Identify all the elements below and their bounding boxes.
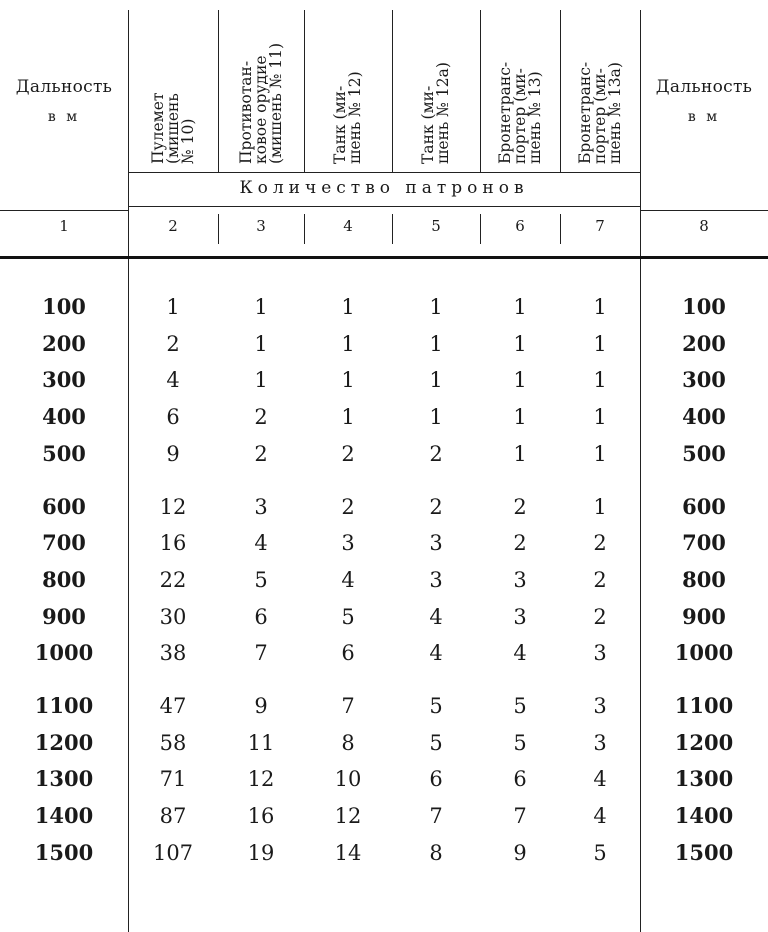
range-cell-left: 300 [42, 367, 86, 393]
range-cell-right: 900 [682, 603, 726, 629]
count-cell: 3 [593, 730, 607, 755]
header-divider [218, 10, 219, 172]
count-cell: 1 [254, 295, 268, 319]
count-cell: 2 [593, 604, 607, 629]
count-cell: 2 [254, 441, 268, 466]
count-cell: 1 [593, 295, 607, 319]
count-cell: 3 [429, 531, 443, 556]
count-cell: 87 [159, 804, 187, 829]
count-cell: 4 [166, 368, 180, 393]
count-cell: 16 [247, 804, 275, 829]
count-cell: 5 [513, 730, 527, 755]
range-cell-left: 900 [42, 603, 86, 629]
count-cell: 2 [429, 494, 443, 519]
count-cell: 4 [254, 531, 268, 556]
count-cell: 11 [247, 730, 275, 755]
count-cell: 1 [429, 295, 443, 319]
range-cell-right: 200 [682, 330, 726, 356]
count-cell: 3 [593, 641, 607, 666]
range-cell-left: 400 [42, 404, 86, 430]
range-cell-left: 600 [42, 493, 86, 519]
count-cell: 3 [513, 567, 527, 592]
count-cell: 1 [593, 405, 607, 430]
column-number-3: 3 [256, 217, 266, 235]
range-cell-right: 400 [682, 404, 726, 430]
range-header-left-unit: в м [47, 109, 81, 125]
target-header-label: Противотан- ковое орудие (мишень № 11) [236, 42, 285, 164]
count-cell: 9 [513, 840, 527, 865]
range-header-right-label: Дальность [655, 77, 753, 97]
count-cell: 1 [341, 295, 355, 319]
count-cell: 1 [166, 295, 180, 319]
count-cell: 1 [593, 368, 607, 393]
column-number-5: 5 [431, 217, 441, 235]
count-cell: 4 [429, 604, 443, 629]
count-cell: 3 [341, 531, 355, 556]
count-cell: 4 [341, 567, 355, 592]
count-cell: 5 [429, 694, 443, 718]
count-cell: 1 [593, 494, 607, 519]
range-cell-left: 1500 [34, 839, 94, 865]
count-cell: 1 [254, 331, 268, 356]
column-number-7: 7 [595, 217, 605, 235]
count-cell: 7 [254, 641, 268, 666]
count-cell: 1 [254, 368, 268, 393]
colnum-divider [480, 214, 481, 244]
header-divider [560, 10, 561, 172]
range-cell-left: 200 [42, 330, 86, 356]
target-header-3 [304, 8, 392, 168]
count-cell: 1 [513, 441, 527, 466]
count-cell: 3 [429, 567, 443, 592]
range-cell-right: 300 [682, 367, 726, 393]
range-cell-right: 1300 [674, 766, 734, 792]
target-header-label: Бронетранс- портер (ми- шень № 13а) [575, 61, 624, 164]
range-cell-right: 1400 [674, 803, 734, 829]
count-cell: 7 [429, 804, 443, 829]
count-cell: 1 [429, 405, 443, 430]
divider-left [128, 10, 129, 932]
count-cell: 8 [429, 840, 443, 865]
target-header-label: Танк (ми- шень № 12) [331, 71, 364, 164]
target-header-2 [218, 8, 304, 168]
target-header-6 [560, 8, 640, 168]
target-header-label: Танк (ми- шень № 12а) [419, 62, 452, 164]
range-cell-right: 800 [682, 566, 726, 592]
count-cell: 7 [513, 804, 527, 829]
column-number-8: 8 [699, 217, 709, 235]
range-cell-right: 600 [682, 493, 726, 519]
count-cell: 3 [513, 604, 527, 629]
range-cell-right: 1500 [674, 839, 734, 865]
range-cell-left: 800 [42, 566, 86, 592]
count-cell: 5 [341, 604, 355, 629]
count-cell: 2 [341, 441, 355, 466]
count-cell: 1 [341, 368, 355, 393]
target-header-label: Пулемет (мишень № 10) [148, 92, 197, 164]
colnum-divider [392, 214, 393, 244]
range-cell-right: 100 [682, 294, 726, 319]
count-cell: 2 [341, 494, 355, 519]
count-cell: 9 [166, 441, 180, 466]
column-number-4: 4 [343, 217, 353, 235]
column-number-2: 2 [168, 217, 178, 235]
column-number-1: 1 [59, 217, 69, 235]
count-cell: 9 [254, 694, 268, 718]
count-cell: 5 [254, 567, 268, 592]
span-header-top-rule [128, 172, 640, 173]
count-cell: 2 [513, 494, 527, 519]
count-cell: 5 [429, 730, 443, 755]
count-cell: 6 [254, 604, 268, 629]
divider-right [640, 10, 641, 932]
count-cell: 6 [341, 641, 355, 666]
target-header-label: Бронетранс- портер (ми- шень № 13) [495, 61, 544, 164]
count-cell: 107 [152, 840, 194, 865]
count-cell: 1 [513, 368, 527, 393]
count-cell: 5 [593, 840, 607, 865]
count-cell: 1 [429, 331, 443, 356]
range-header-right-unit: в м [687, 109, 721, 125]
range-header-right [640, 72, 768, 132]
range-cell-left: 1400 [34, 803, 94, 829]
count-cell: 1 [341, 331, 355, 356]
count-cell: 58 [159, 730, 187, 755]
count-cell: 1 [593, 331, 607, 356]
count-cell: 8 [341, 730, 355, 755]
count-cell: 2 [254, 405, 268, 430]
count-cell: 71 [159, 767, 187, 792]
count-cell: 6 [513, 767, 527, 792]
colnum-divider [218, 214, 219, 244]
count-cell: 22 [159, 567, 187, 592]
count-cell: 4 [429, 641, 443, 666]
range-cell-left: 100 [42, 294, 86, 319]
count-cell: 3 [254, 494, 268, 519]
count-cell: 38 [159, 641, 187, 666]
count-cell: 47 [159, 694, 187, 718]
range-cell-left: 1200 [34, 729, 94, 755]
range-cell-right: 500 [682, 440, 726, 466]
count-cell: 4 [593, 804, 607, 829]
body-top-rule [0, 256, 768, 259]
count-cell: 6 [166, 405, 180, 430]
header-divider [304, 10, 305, 172]
range-header-left [0, 72, 128, 132]
count-cell: 4 [513, 641, 527, 666]
target-header-4 [392, 8, 480, 168]
count-cell: 2 [513, 531, 527, 556]
range-cell-right: 700 [682, 530, 726, 556]
count-cell: 1 [593, 441, 607, 466]
range-cell-right: 1000 [674, 640, 734, 666]
header-divider [480, 10, 481, 172]
count-cell: 3 [593, 694, 607, 718]
header-bottom-rule-left [0, 210, 128, 211]
count-cell: 1 [513, 331, 527, 356]
count-cell: 19 [247, 840, 275, 865]
count-cell: 1 [341, 405, 355, 430]
count-cell: 12 [159, 494, 187, 519]
cartridge-count-header: Количество патронов [239, 178, 529, 198]
range-cell-left: 1000 [34, 640, 94, 666]
target-header-5 [480, 8, 560, 168]
count-cell: 12 [334, 804, 362, 829]
range-cell-right: 1200 [674, 729, 734, 755]
count-cell: 2 [593, 531, 607, 556]
count-cell: 7 [341, 694, 355, 718]
count-cell: 14 [334, 840, 362, 865]
count-cell: 12 [247, 767, 275, 792]
range-cell-left: 500 [42, 440, 86, 466]
count-cell: 16 [159, 531, 187, 556]
count-cell: 1 [513, 295, 527, 319]
count-cell: 1 [513, 405, 527, 430]
column-number-6: 6 [515, 217, 525, 235]
count-cell: 5 [513, 694, 527, 718]
target-header-1 [128, 8, 218, 168]
range-cell-left: 1300 [34, 766, 94, 792]
count-cell: 2 [593, 567, 607, 592]
count-cell: 30 [159, 604, 187, 629]
range-cell-left: 700 [42, 530, 86, 556]
range-header-left-label: Дальность [15, 77, 113, 97]
count-cell: 1 [429, 368, 443, 393]
header-divider [392, 10, 393, 172]
span-header-bottom-rule [128, 206, 640, 207]
count-cell: 10 [334, 767, 362, 792]
count-cell: 2 [429, 441, 443, 466]
colnum-divider [304, 214, 305, 244]
header-bottom-rule-right [640, 210, 768, 211]
count-cell: 4 [593, 767, 607, 792]
colnum-divider [560, 214, 561, 244]
count-cell: 2 [166, 331, 180, 356]
range-cell-left: 1100 [34, 693, 94, 718]
range-cell-right: 1100 [674, 693, 734, 718]
count-cell: 6 [429, 767, 443, 792]
